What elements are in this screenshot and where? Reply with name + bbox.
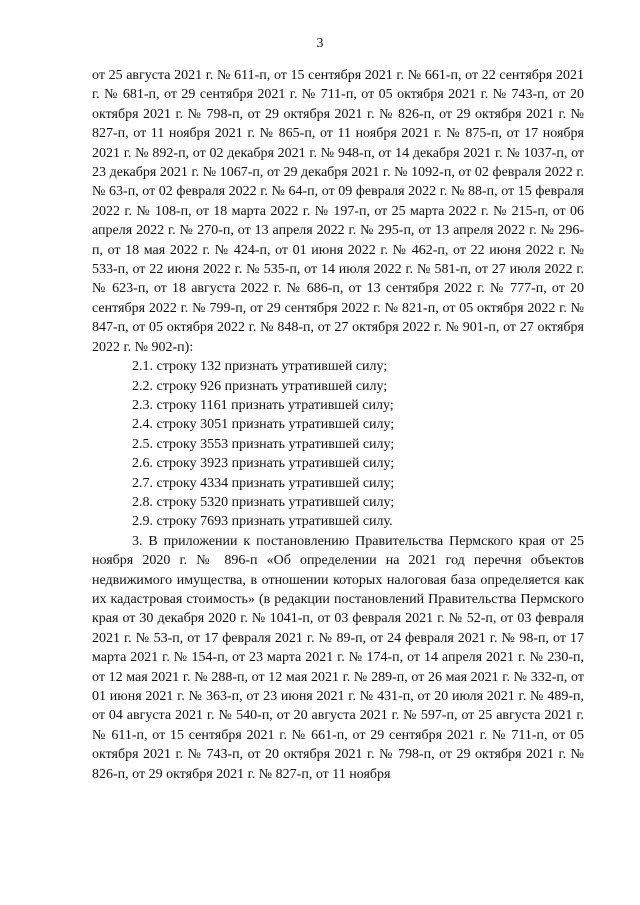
list-item: 2.6. строку 3923 признать утратившей силу; <box>132 456 395 472</box>
list-item: 2.7. строку 4334 признать утратившей силу; <box>132 475 395 491</box>
list-item: 2.2. строку 926 признать утратившей силу; <box>132 378 388 394</box>
list-item: 2.8. строку 5320 признать утратившей силу; <box>132 494 395 510</box>
list-item: 2.4. строку 3051 признать утратившей силу; <box>132 417 395 433</box>
paragraph-3: 3. В приложении к постановлению Правительства Пермского края от 25 ноября 2020 г. № 896-п «Об определении на 2021 год перечня объектов недвижимого имущества, в отношении которых налоговая база определяется как их кадастровая стоимость» (в редакции постановлений Правительства Пермского края от 30 декабря 2020 г. № 1041-п, от 03 февраля 2021 г. № 52-п, от 03 февраля 2021 г. № 53-п, от 17 февраля 2021 г. № 89-п, от 24 февраля 2021 г. № 98-п, от 17 марта 2021 г. № 154-п, от 23 марта 2021 г. № 174-п, от 14 апреля 2021 г. № 230-п, от 12 мая 2021 г. № 288-п, от 12 мая 2021 г. № 289-п, от 26 мая 2021 г. № 332-п, от 01 июня 2021 г. № 363-п, от 23 июня 2021 г. № 431-п, от 20 июля 2021 г. № 489-п, от 04 августа 2021 г. № 540-п, от 20 августа 2021 г. № 597-п, от 25 августа 2021 г. № 611-п, от 15 сентября 2021 г. № 661-п, от 29 сентября 2021 г. № 711-п, от 05 октября 2021 г. № 743-п, от 20 октября 2021 г. № 798-п, от 29 октября 2021 г. № 826-п, от 29 октября 2021 г. № 827-п, от 11 ноября <box>92 533 584 782</box>
list-item: 2.9. строку 7693 признать утратившей силу. <box>132 514 393 530</box>
list-item: 2.5. строку 3553 признать утратившей силу; <box>132 436 395 452</box>
page-number: 3 <box>316 36 324 51</box>
paragraph-amendments-list: от 25 августа 2021 г. № 611-п, от 15 сентября 2021 г. № 661-п, от 22 сентября 2021 г. № 681-п, от 29 сентября 2021 г. № 711-п, от 05 октября 2021 г. № 743-п, от 20 октября 2021 г. № 798-п, от 29 октября 2021 г. № 826-п, от 29 октября 2021 г. № 827-п, от 11 ноября 2021 г. № 865-п, от 11 ноября 2021 г. № 875-п, от 17 ноября 2021 г. № 892-п, от 02 декабря 2021 г. № 948-п, от 14 декабря 2021 г. № 1037-п, от 23 декабря 2021 г. № 1067-п, от 29 декабря 2021 г. № 1092-п, от 02 февраля 2022 г. № 63-п, от 02 февраля 2022 г. № 64-п, от 09 февраля 2022 г. № 88-п, от 15 февраля 2022 г. № 108-п, от 18 марта 2022 г. № 197-п, от 25 марта 2022 г. № 215-п, от 06 апреля 2022 г. № 270-п, от 13 апреля 2022 г. № 295-п, от 13 апреля 2022 г. № 296-п, от 18 мая 2022 г. № 424-п, от 01 июня 2022 г. № 462-п, от 22 июня 2022 г. № 533-п, от 22 июня 2022 г. № 535-п, от 14 июля 2022 г. № 581-п, от 27 июля 2022 г. № 623-п, от 18 августа 2022 г. № 686-п, от 13 сентября 2022 г. № 777-п, от 20 сентября 2022 г. № 799-п, от 29 сентября 2022 г. № 821-п, от 05 октября 2022 г. № 847-п, от 05 октября 2022 г. № 848-п, от 27 октября 2022 г. № 901-п, от 27 октября 2022 г. № 902-п): <box>92 68 584 355</box>
list-item: 2.1. строку 132 признать утратившей силу; <box>132 359 388 375</box>
list-item: 2.3. строку 1161 признать утратившей силу; <box>132 397 394 413</box>
document-body <box>92 66 584 784</box>
